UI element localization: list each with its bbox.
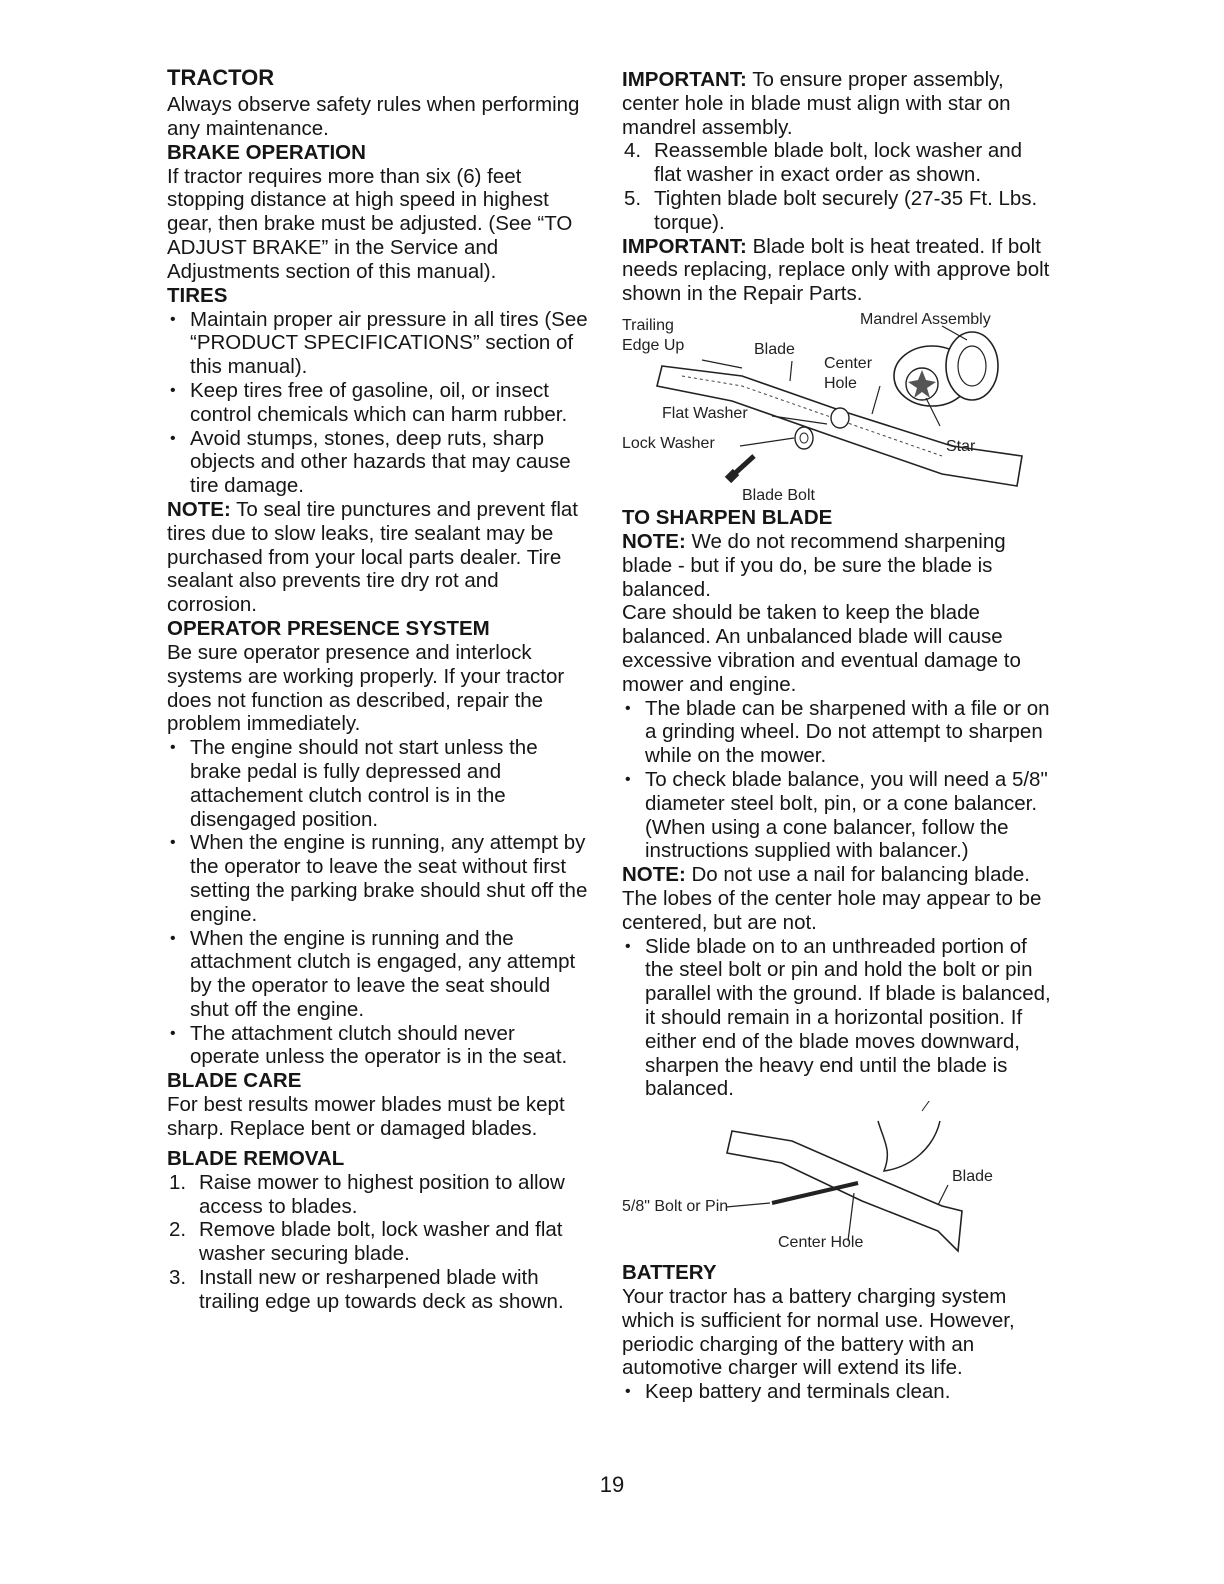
sharpen-note: NOTE: We do not recommend sharpening blade - but if you do, be sure the blade is balanced.	[622, 529, 1006, 601]
tires-note	[167, 498, 589, 617]
list-item: • The engine should not start unless the brake pedal is fully depressed and attachement clutch control is in the disengaged position.	[167, 736, 589, 831]
blade-removal-heading: BLADE REMOVAL	[167, 1146, 345, 1170]
important-bolt: IMPORTANT: Blade bolt is heat treated. If bolt needs replacing, replace only with approve bolt shown in the Repair Parts.	[622, 234, 1050, 306]
hand-shape	[878, 1121, 940, 1171]
center-hole-label: Center Hole	[778, 1234, 864, 1252]
list-item: • Slide blade on to an unthreaded portion of the steel bolt or pin and hold the bolt or pin parallel with the ground. If blade is balanced, it should remain in a horizontal position. If either end of the blade moves downward, sharpen the heavy end until the blade is balanced.	[622, 935, 1052, 1102]
lock-washer-shape	[795, 427, 813, 449]
important-label: IMPORTANT:	[622, 68, 747, 91]
list-item: • Keep battery and terminals clean.	[622, 1380, 1052, 1404]
list-item: 5. Tighten blade bolt securely (27-35 Ft. Lbs. torque).	[624, 186, 1038, 234]
blade-assembly-figure	[622, 306, 1052, 506]
list-item: • Keep tires free of gasoline, oil, or insect control chemicals which can harm rubber.	[167, 379, 589, 427]
sharpen-blade-heading: TO SHARPEN BLADE	[622, 505, 833, 529]
mandrel-assembly-shape	[894, 332, 998, 406]
important-alignment: IMPORTANT: To ensure proper assembly, center hole in blade must align with star on mandrel assembly.	[622, 68, 1011, 139]
list-item: • Maintain proper air pressure in all tires (See “PRODUCT SPECIFICATIONS” section of this manual).	[167, 308, 589, 379]
flat-washer-label: Flat Washer	[662, 404, 748, 422]
list-item: 3. Install new or resharpened blade with trailing edge up towards deck as shown.	[169, 1266, 564, 1313]
page-number: 19	[599, 1472, 625, 1497]
list-item: • The attachment clutch should never operate unless the operator is in the seat.	[167, 1022, 589, 1070]
sharpen-text: Care should be taken to keep the blade balanced. An unbalanced blade will cause excessive vibration and eventual damage to mower and engine.	[622, 601, 1021, 696]
note-label: NOTE:	[622, 529, 686, 553]
list-item: • To check blade balance, you will need a 5/8" diameter steel bolt, pin, or a cone balancer. (When using a cone balancer, follow the instructions supplied with balancer.)	[622, 768, 1052, 863]
tires-heading: TIRES	[167, 283, 228, 307]
list-item: • The blade can be sharpened with a file or on a grinding wheel. Do not attempt to sharpen while on the mower.	[622, 697, 1052, 768]
brake-operation-text: If tractor requires more than six (6) feet stopping distance at high speed in highest gear, then brake must be adjusted. (See “TO ADJUST BRAKE” in the Service and Adjustments section of this manual).	[167, 164, 573, 283]
edge-up-label: Edge Up	[622, 336, 685, 354]
mandrel-assembly-label: Mandrel Assembly	[860, 310, 991, 328]
star-label: Star	[946, 437, 976, 455]
blade-label: Blade	[754, 340, 795, 358]
center-label: Center	[824, 354, 873, 372]
list-item: • When the engine is running, any attempt by the operator to leave the seat without first setting the parking brake should shut off the engine.	[167, 831, 589, 926]
brake-operation-heading: BRAKE OPERATION	[167, 140, 366, 164]
trailing-label: Trailing	[622, 316, 674, 334]
blade-assembly-illustration	[622, 306, 1052, 506]
blade-removal-steps	[167, 1171, 589, 1314]
operator-presence-list	[167, 736, 589, 1069]
blade-label: Blade	[952, 1168, 993, 1186]
note-text: To seal tire punctures and prevent flat tires due to slow leaks, tire sealant may be purchased from your local parts dealer. Tire sealant also prevents tire dry rot and corrosion.	[167, 497, 578, 617]
blade-care-text: For best results mower blades must be kept sharp. Replace bent or damaged blades.	[167, 1093, 565, 1141]
operator-presence-text: Be sure operator presence and interlock systems are working properly. If your tractor does not function as described, repair the problem immediately.	[167, 640, 565, 736]
blade-balancing-figure	[622, 1101, 1052, 1261]
sharpen-list	[622, 697, 1052, 864]
battery-list	[622, 1380, 1052, 1404]
list-item: • When the engine is running and the attachment clutch is engaged, any attempt by the operator to leave the seat should shut off the engine.	[167, 927, 589, 1022]
flat-washer-shape	[831, 408, 849, 428]
blade-bolt-label: Blade Bolt	[742, 486, 815, 504]
important-label: IMPORTANT:	[622, 234, 747, 258]
tractor-intro: Always observe safety rules when performing any maintenance.	[167, 93, 580, 140]
list-item: 1. Raise mower to highest position to allow access to blades.	[169, 1170, 565, 1218]
lock-washer-label: Lock Washer	[622, 434, 715, 452]
blade-care-heading: BLADE CARE	[167, 1069, 302, 1093]
battery-text: Your tractor has a battery charging system which is sufficient for normal use. However, periodic charging of the battery with an automotive charger will extend its life.	[622, 1285, 1015, 1380]
note-label: NOTE:	[167, 497, 231, 521]
blade-balancing-illustration	[622, 1101, 1052, 1261]
tires-list	[167, 308, 589, 498]
tractor-heading: TRACTOR	[167, 65, 275, 90]
operator-presence-heading: OPERATOR PRESENCE SYSTEM	[167, 616, 490, 640]
balancing-list	[622, 935, 1052, 1102]
hole-label: Hole	[824, 374, 857, 392]
left-column	[167, 62, 589, 1314]
blade-shape	[727, 1131, 962, 1251]
list-item: 2. Remove blade bolt, lock washer and flat washer securing blade.	[169, 1218, 563, 1266]
blade-bolt-shape	[728, 456, 754, 480]
battery-heading: BATTERY	[622, 1261, 717, 1285]
reassembly-steps	[622, 139, 1052, 234]
right-column	[622, 62, 1052, 1404]
bolt-or-pin-label: 5/8" Bolt or Pin	[622, 1198, 729, 1216]
balancing-note: NOTE: Do not use a nail for balancing blade. The lobes of the center hole may appear to be centered, but are not.	[622, 863, 1042, 934]
list-item: • Avoid stumps, stones, deep ruts, sharp objects and other hazards that may cause tire damage.	[167, 427, 589, 498]
note-label: NOTE:	[622, 863, 686, 887]
list-item: 4. Reassemble blade bolt, lock washer and flat washer in exact order as shown.	[624, 139, 1023, 187]
